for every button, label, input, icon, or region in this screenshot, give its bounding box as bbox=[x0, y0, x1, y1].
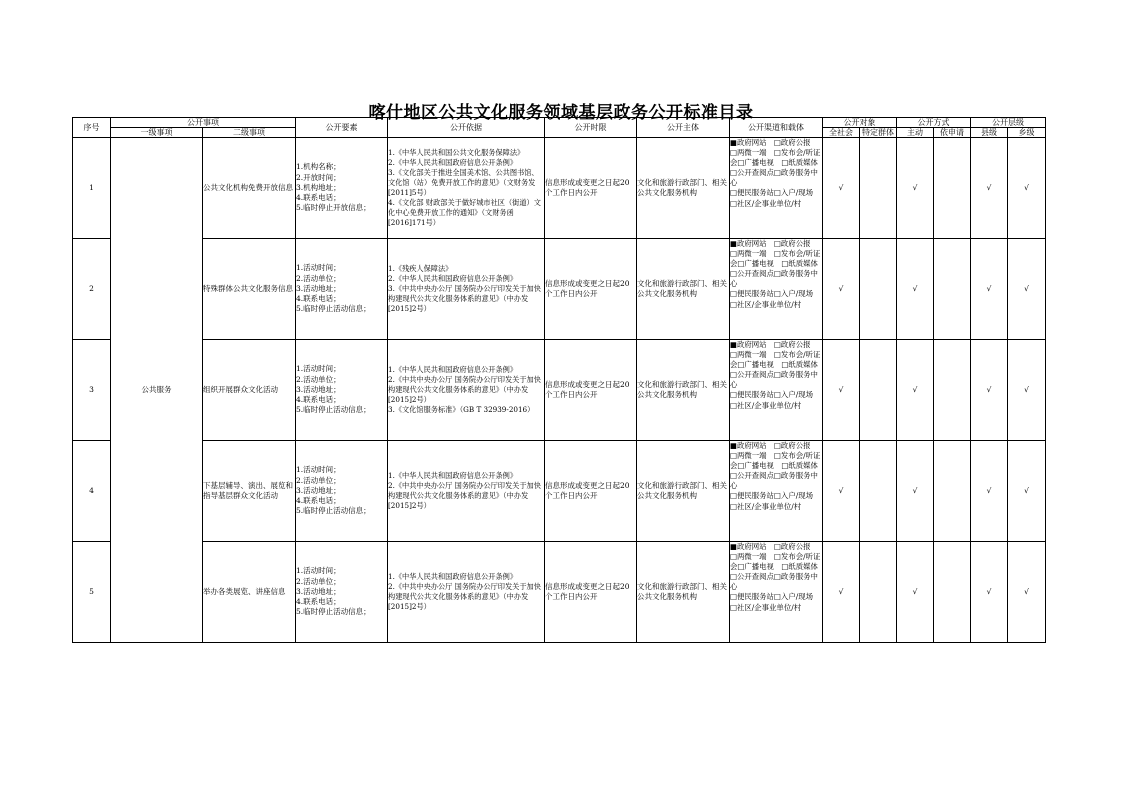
table-row bbox=[73, 340, 1046, 441]
check-target-all: √ bbox=[823, 340, 860, 441]
header-level-township: 乡级 bbox=[1008, 128, 1046, 138]
row-channels: ■政府网站 □政府公报 □两微一端 □发布会/听证会□广播电视 □纸质媒体 □公开查阅点□政务服务中心 □便民服务站□入户/现场 □社区/企事业单位/村 bbox=[730, 542, 823, 643]
check-target-specific bbox=[860, 138, 897, 239]
table-row bbox=[73, 441, 1046, 542]
check-level-county: √ bbox=[971, 441, 1008, 542]
header-elements: 公开要素 bbox=[296, 118, 388, 138]
header-time-limit: 公开时限 bbox=[545, 118, 637, 138]
header-mode-request: 依申请 bbox=[934, 128, 971, 138]
header-mode-active: 主动 bbox=[897, 128, 934, 138]
row-subject: 文化和旅游行政部门、相关公共文化服务机构 bbox=[637, 138, 730, 239]
check-mode-active: √ bbox=[897, 542, 934, 643]
table-row bbox=[73, 542, 1046, 643]
table-header bbox=[73, 118, 1046, 138]
check-mode-active: √ bbox=[897, 441, 934, 542]
row-elements: 1.活动时间； 2.活动单位； 3.活动地址； 4.联系电话； 5.临时停止活动信息； bbox=[296, 340, 388, 441]
check-target-specific bbox=[860, 340, 897, 441]
row-seq: 3 bbox=[73, 340, 111, 441]
check-target-all: √ bbox=[823, 542, 860, 643]
check-mode-request bbox=[934, 340, 971, 441]
header-item-group: 公开事项 bbox=[111, 118, 296, 128]
check-mode-active: √ bbox=[897, 138, 934, 239]
header-target-all: 全社会 bbox=[823, 128, 860, 138]
row-seq: 5 bbox=[73, 542, 111, 643]
header-channel: 公开渠道和载体 bbox=[730, 118, 823, 138]
check-level-township: √ bbox=[1008, 239, 1046, 340]
row-level2-item: 特殊群体公共文化服务信息 bbox=[203, 239, 296, 340]
row-level2-item: 举办各类展览、讲座信息 bbox=[203, 542, 296, 643]
header-seq: 序号 bbox=[73, 118, 111, 138]
row-seq: 2 bbox=[73, 239, 111, 340]
header-target-group: 公开对象 bbox=[823, 118, 897, 128]
row-elements: 1.机构名称； 2.开放时间； 3.机构地址； 4.联系电话； 5.临时停止开放信息； bbox=[296, 138, 388, 239]
row-basis: 1.《中华人民共和国政府信息公开条例》 2.《中共中央办公厅 国务院办公厅印发关于加快构建现代公共文化服务体系的意见》（中办发[2015]2号） 3.《文化馆服务标准》（GB T 32939-2016） bbox=[388, 340, 545, 441]
row-subject: 文化和旅游行政部门、相关公共文化服务机构 bbox=[637, 340, 730, 441]
row-level2-item: 公共文化机构免费开放信息 bbox=[203, 138, 296, 239]
row-time-limit: 信息形成或变更之日起20个工作日内公开 bbox=[545, 340, 637, 441]
check-level-township: √ bbox=[1008, 441, 1046, 542]
check-level-county: √ bbox=[971, 138, 1008, 239]
check-target-all: √ bbox=[823, 138, 860, 239]
check-level-township: √ bbox=[1008, 340, 1046, 441]
row-elements: 1.活动时间； 2.活动单位； 3.活动地址； 4.联系电话； 5.临时停止活动信息； bbox=[296, 441, 388, 542]
check-target-specific bbox=[860, 239, 897, 340]
header-mode-group: 公开方式 bbox=[897, 118, 971, 128]
row-channels: ■政府网站 □政府公报 □两微一端 □发布会/听证会□广播电视 □纸质媒体 □公开查阅点□政务服务中心 □便民服务站□入户/现场 □社区/企事业单位/村 bbox=[730, 239, 823, 340]
row-channels: ■政府网站 □政府公报 □两微一端 □发布会/听证会□广播电视 □纸质媒体 □公开查阅点□政务服务中心 □便民服务站□入户/现场 □社区/企事业单位/村 bbox=[730, 441, 823, 542]
check-mode-request bbox=[934, 542, 971, 643]
row-basis: 1.《残疾人保障法》 2.《中华人民共和国政府信息公开条例》 3.《中共中央办公厅 国务院办公厅印发关于加快构建现代公共文化服务体系的意见》（中办发[2015]2号） bbox=[388, 239, 545, 340]
row-elements: 1.活动时间； 2.活动单位； 3.活动地址； 4.联系电话； 5.临时停止活动信息； bbox=[296, 542, 388, 643]
check-level-county: √ bbox=[971, 542, 1008, 643]
row-subject: 文化和旅游行政部门、相关公共文化服务机构 bbox=[637, 542, 730, 643]
check-target-specific bbox=[860, 441, 897, 542]
row-time-limit: 信息形成或变更之日起20个工作日内公开 bbox=[545, 542, 637, 643]
table-row bbox=[73, 138, 1046, 239]
row-channels: ■政府网站 □政府公报 □两微一端 □发布会/听证会□广播电视 □纸质媒体 □公开查阅点□政务服务中心 □便民服务站□入户/现场 □社区/企事业单位/村 bbox=[730, 340, 823, 441]
table-row bbox=[73, 239, 1046, 340]
check-target-all: √ bbox=[823, 441, 860, 542]
check-level-county: √ bbox=[971, 340, 1008, 441]
table-body bbox=[73, 138, 1046, 643]
header-level-county: 县级 bbox=[971, 128, 1008, 138]
row-time-limit: 信息形成或变更之日起20个工作日内公开 bbox=[545, 138, 637, 239]
check-level-township: √ bbox=[1008, 542, 1046, 643]
header-item-level1: 一级事项 bbox=[111, 128, 203, 138]
check-mode-active: √ bbox=[897, 239, 934, 340]
check-mode-request bbox=[934, 239, 971, 340]
check-mode-active: √ bbox=[897, 340, 934, 441]
row-time-limit: 信息形成或变更之日起20个工作日内公开 bbox=[545, 239, 637, 340]
row-time-limit: 信息形成或变更之日起20个工作日内公开 bbox=[545, 441, 637, 542]
disclosure-catalog-table bbox=[72, 117, 1046, 643]
page-title: 喀什地区公共文化服务领域基层政务公开标准目录 bbox=[368, 103, 754, 123]
row-basis: 1.《中华人民共和国政府信息公开条例》 2.《中共中央办公厅 国务院办公厅印发关于加快构建现代公共文化服务体系的意见》（中办发[2015]2号） bbox=[388, 441, 545, 542]
check-target-specific bbox=[860, 542, 897, 643]
check-target-all: √ bbox=[823, 239, 860, 340]
row-level2-item: 组织开展群众文化活动 bbox=[203, 340, 296, 441]
row-subject: 文化和旅游行政部门、相关公共文化服务机构 bbox=[637, 441, 730, 542]
check-mode-request bbox=[934, 441, 971, 542]
check-level-township: √ bbox=[1008, 138, 1046, 239]
check-mode-request bbox=[934, 138, 971, 239]
row-level2-item: 下基层辅导、演出、展览和指导基层群众文化活动 bbox=[203, 441, 296, 542]
row-seq: 4 bbox=[73, 441, 111, 542]
header-level-group: 公开层级 bbox=[971, 118, 1046, 128]
header-item-level2: 二级事项 bbox=[203, 128, 296, 138]
check-level-county: √ bbox=[971, 239, 1008, 340]
header-subject: 公开主体 bbox=[637, 118, 730, 138]
row-elements: 1.活动时间； 2.活动单位； 3.活动地址； 4.联系电话； 5.临时停止活动信息； bbox=[296, 239, 388, 340]
header-target-specific: 特定群体 bbox=[860, 128, 897, 138]
row-basis: 1.《中华人民共和国公共文化服务保障法》 2.《中华人民共和国政府信息公开条例》 3.《文化部关于推进全国美术馆、公共图书馆、文化馆（站）免费开放工作的意见》（文财务发[2011]5号） 4.《文化部 财政部关于做好城市社区（街道）文化中心免费开放工作的通知》（文财务函[2016]171号） bbox=[388, 138, 545, 239]
row-subject: 文化和旅游行政部门、相关公共文化服务机构 bbox=[637, 239, 730, 340]
header-basis: 公开依据 bbox=[388, 118, 545, 138]
level1-item: 公共服务 bbox=[111, 138, 203, 643]
row-seq: 1 bbox=[73, 138, 111, 239]
row-channels: ■政府网站 □政府公报 □两微一端 □发布会/听证会□广播电视 □纸质媒体 □公开查阅点□政务服务中心 □便民服务站□入户/现场 □社区/企事业单位/村 bbox=[730, 138, 823, 239]
row-basis: 1.《中华人民共和国政府信息公开条例》 2.《中共中央办公厅 国务院办公厅印发关于加快构建现代公共文化服务体系的意见》（中办发[2015]2号） bbox=[388, 542, 545, 643]
